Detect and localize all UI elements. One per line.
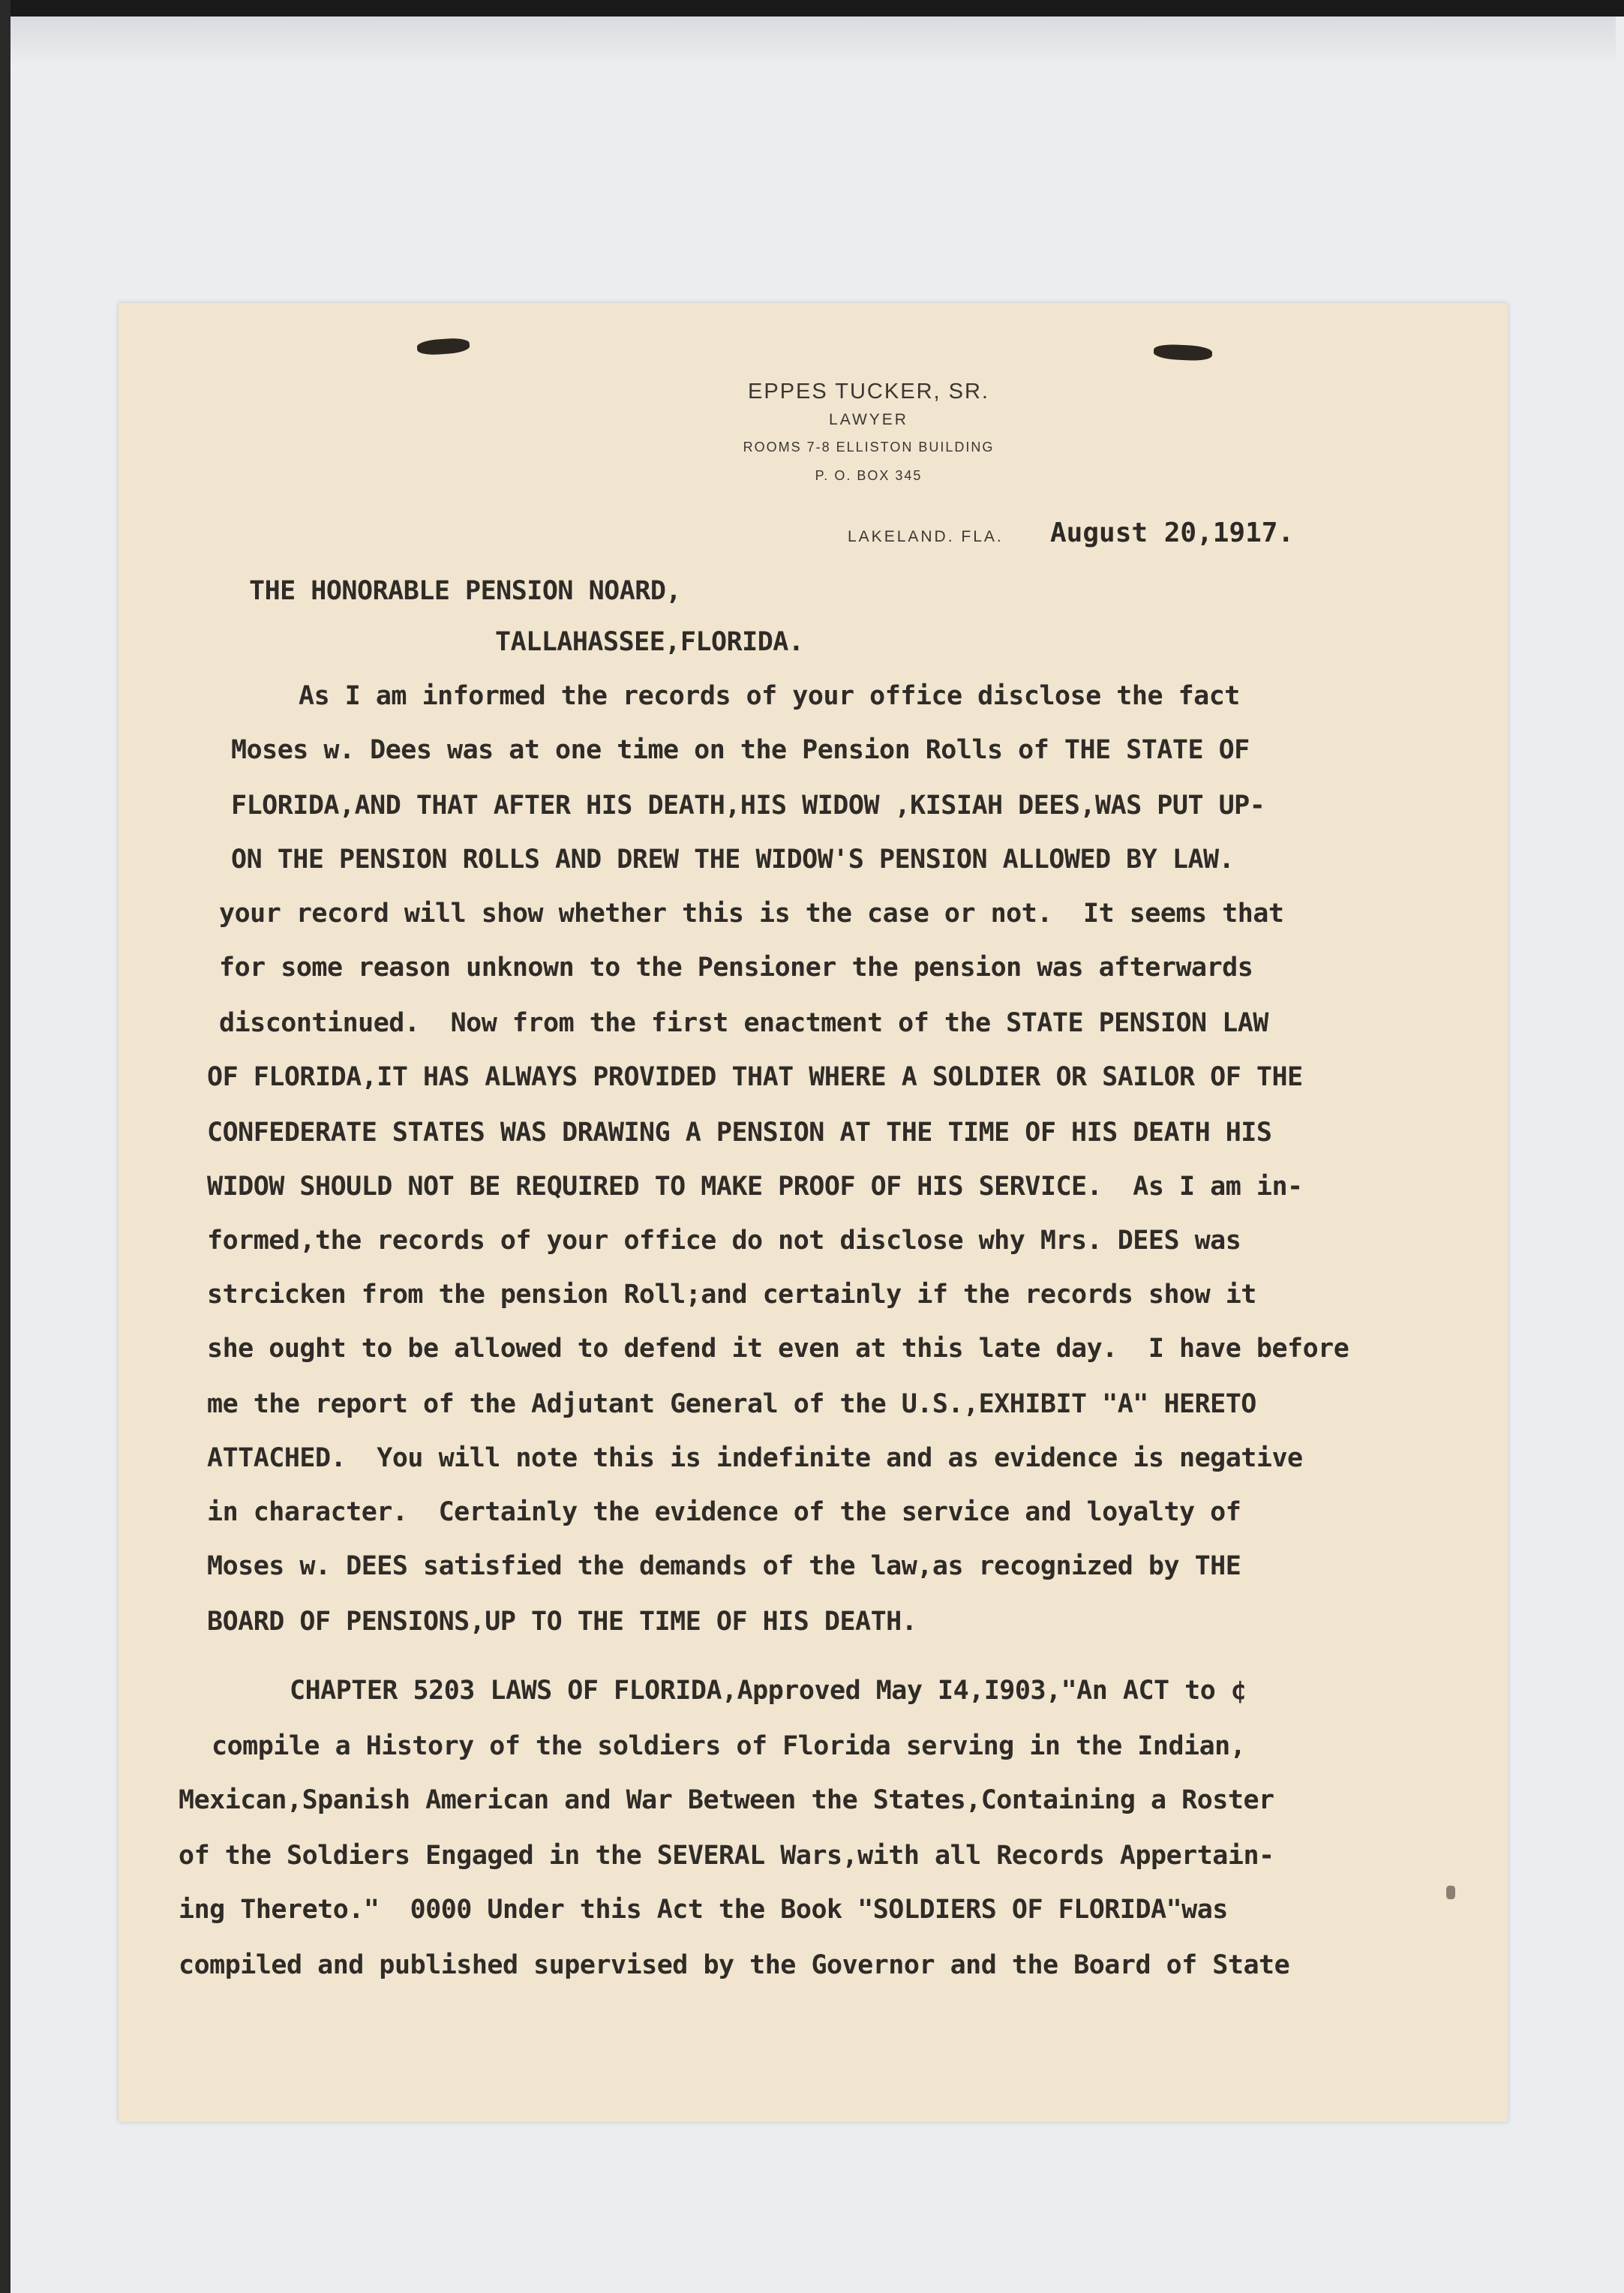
body-line: Mexican,Spanish American and War Between the States,Containing a Roster <box>179 1785 1274 1815</box>
body-line: As I am informed the records of your office disclose the fact <box>299 681 1240 711</box>
ink-mark <box>1446 1886 1455 1899</box>
body-line: in character. Certainly the evidence of the service and loyalty of <box>207 1497 1241 1527</box>
letterhead-name: EPPES TUCKER, SR. <box>748 380 989 404</box>
body-line: ing Thereto." 0000 Under this Act the Book "SOLDIERS OF FLORIDA"was <box>179 1895 1228 1925</box>
body-line: for some reason unknown to the Pensioner the pension was afterwards <box>219 953 1253 983</box>
letterhead-location: LAKELAND. FLA. <box>848 528 1004 545</box>
body-line: Moses w. Dees was at one time on the Pension Rolls of THE STATE OF <box>231 735 1250 765</box>
body-line: me the report of the Adjutant General of the U.S.,EXHIBIT "A" HERETO <box>207 1389 1256 1419</box>
body-line: your record will show whether this is the case or not. It seems that <box>219 899 1284 929</box>
body-line: FLORIDA,AND THAT AFTER HIS DEATH,HIS WIDOW ,KISIAH DEES,WAS PUT UP- <box>231 791 1265 821</box>
letterhead-po-box: P. O. BOX 345 <box>815 468 923 483</box>
letterhead-title: LAWYER <box>829 411 908 428</box>
body-line: ATTACHED. You will note this is indefinite and as evidence is negative <box>207 1443 1303 1473</box>
scan-top-edge <box>0 0 1624 17</box>
letter-date: August 20,1917. <box>1050 518 1295 548</box>
body-line: she ought to be allowed to defend it even at this late day. I have before <box>207 1334 1349 1364</box>
body-line: OF FLORIDA,IT HAS ALWAYS PROVIDED THAT WHERE A SOLDIER OR SAILOR OF THE <box>207 1062 1303 1092</box>
body-line: CHAPTER 5203 LAWS OF FLORIDA,Approved May I4,I903,"An ACT to ¢ <box>290 1676 1247 1706</box>
recipient-line: THE HONORABLE PENSION NOARD, <box>249 576 682 606</box>
body-line: compiled and published supervised by the Governor and the Board of State <box>179 1950 1290 1980</box>
body-line: discontinued. Now from the first enactment of the STATE PENSION LAW <box>219 1008 1268 1038</box>
punch-hole-left <box>416 338 470 356</box>
body-line: formed,the records of your office do not disclose why Mrs. DEES was <box>207 1226 1241 1256</box>
scan-left-edge <box>0 0 11 2293</box>
body-line: BOARD OF PENSIONS,UP TO THE TIME OF HIS DEATH. <box>207 1607 917 1637</box>
scan-shadow <box>11 17 1616 69</box>
body-line: ON THE PENSION ROLLS AND DREW THE WIDOW'S PENSION ALLOWED BY LAW. <box>231 845 1235 875</box>
body-line: strcicken from the pension Roll;and certainly if the records show it <box>207 1280 1256 1310</box>
punch-hole-right <box>1154 344 1213 362</box>
body-line: compile a History of the soldiers of Florida serving in the Indian, <box>212 1731 1246 1761</box>
body-line: Moses w. DEES satisfied the demands of the law,as recognized by THE <box>207 1551 1241 1581</box>
recipient-city-line: TALLAHASSEE,FLORIDA. <box>495 627 804 657</box>
body-line: of the Soldiers Engaged in the SEVERAL Wars,with all Records Appertain- <box>179 1841 1274 1871</box>
letter-page <box>119 303 1508 2122</box>
body-line: WIDOW SHOULD NOT BE REQUIRED TO MAKE PROOF OF HIS SERVICE. As I am in- <box>207 1172 1303 1202</box>
letterhead-address: ROOMS 7-8 ELLISTON BUILDING <box>743 440 995 455</box>
body-line: CONFEDERATE STATES WAS DRAWING A PENSION AT THE TIME OF HIS DEATH HIS <box>207 1118 1272 1148</box>
